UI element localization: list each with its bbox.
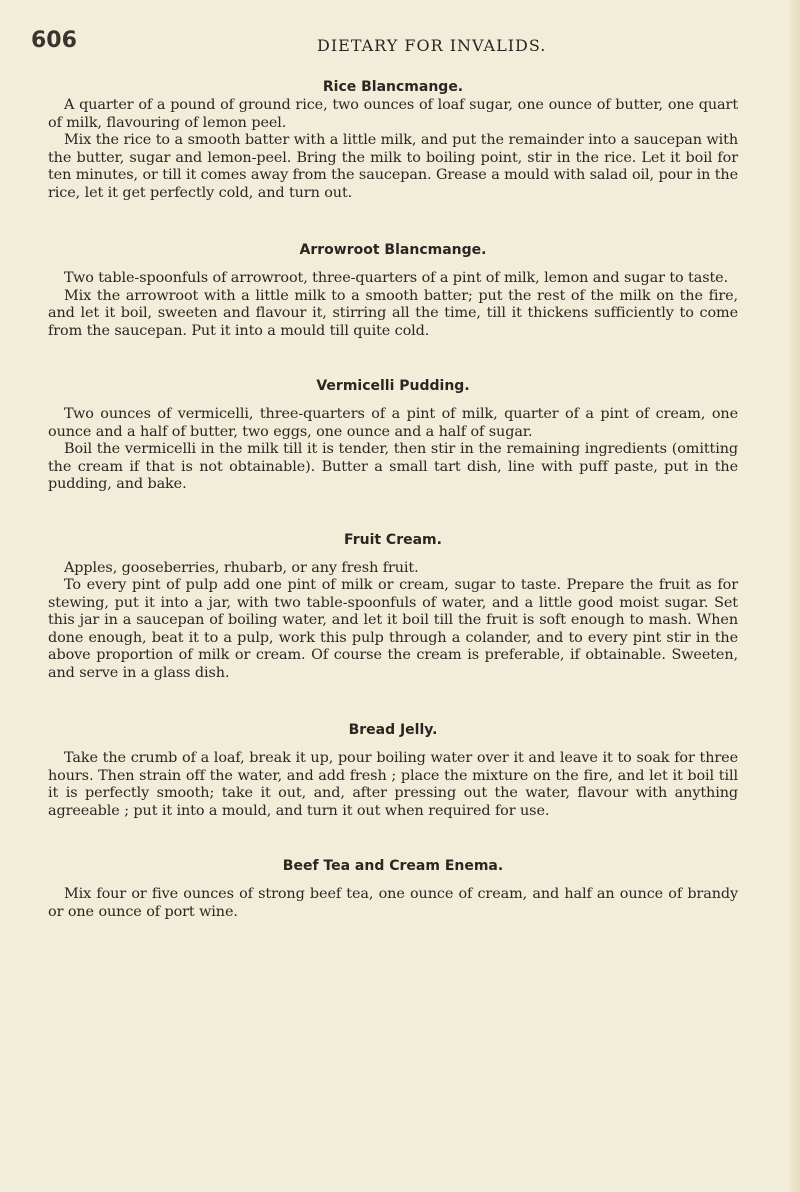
recipe-method: Mix four or five ounces of strong beef tea, one ounce of cream, and half an ounce of brandy or one ounce of port wine. [48, 886, 738, 920]
recipe-method: To every pint of pulp add one pint of milk or cream, sugar to taste. Prepare the fruit as for stewing, put it into a jar, with two table-spoonfuls of water, and a little good moist sugar. Set this jar in a saucepan of boiling water, and let it boil till the fruit is soft enough to mash. When done enough, beat it to a pulp, work this pulp through a colander, and to every pint stir in the above proportion of milk or cream. Of course the cream is preferable, if obtainable. Sweeten, and serve in a glass dish. [48, 577, 738, 681]
page-header [0, 28, 800, 58]
recipe-fruit-cream [48, 530, 738, 683]
recipe-arrowroot-blancmange [48, 240, 738, 340]
recipe-title: Bread Jelly. [348, 722, 438, 738]
recipe-ingredients: Apples, gooseberries, rhubarb, or any fresh fruit. [64, 559, 419, 576]
recipe-method: Mix the arrowroot with a little milk to a smooth batter; put the rest of the milk on the fire, and let it boil, sweeten and flavour it, stirring all the time, till it thickens sufficiently to come from the saucepan. Put it into a mould till quite cold. [48, 287, 738, 339]
recipe-method: Boil the vermicelli in the milk till it is tender, then stir in the remaining ingredients (omitting the cream if that is not obtainable). Butter a small tart dish, line with puff paste, put in the pudding, and bake. [48, 441, 738, 492]
recipe-method: Take the crumb of a loaf, break it up, pour boiling water over it and leave it to soak for three hours. Then strain off the water, and add fresh ; place the mixture on the fire, and let it boil till it is perfectly smooth; take it out, and, after pressing out the water, flavour with anything agreeable ; put it into a mould, and turn it out when required for use. [48, 750, 738, 819]
recipe-title: Fruit Cream. [344, 531, 442, 548]
recipe-bread-jelly [48, 720, 738, 820]
recipe-title: Vermicelli Pudding. [316, 378, 470, 394]
recipe-ingredients: Two ounces of vermicelli, three-quarters of a pint of milk, quarter of a pint of cream, one ounce and a half of butter, two eggs, one ounce and a half of sugar. [48, 406, 738, 440]
recipe-vermicelli-pudding [48, 376, 738, 494]
recipe-title: Rice Blancmange. [322, 79, 464, 95]
page-content [48, 77, 738, 921]
recipe-ingredients: Two table-spoonfuls of arrowroot, three-quarters of a pint of milk, lemon and sugar to taste. [64, 270, 729, 286]
recipe-method: Mix the rice to a smooth batter with a little milk, and put the remainder into a saucepan with the butter, sugar and lemon-peel. Bring the milk to boiling point, stir in the rice. Let it boil for ten minutes, or till it comes away from the saucepan. Grease a mould with salad oil, pour in the rice, let it get perfectly cold, and turn out. [48, 132, 738, 201]
recipe-title: Beef Tea and Cream Enema. [282, 858, 504, 874]
recipe-ingredients: A quarter of a pound of ground rice, two ounces of loaf sugar, one ounce of butter, one quart of milk, flavouring of lemon peel. [48, 97, 738, 131]
page-edge [790, 0, 800, 1192]
recipe-beef-tea-cream-enema [48, 856, 738, 921]
running-head: DIETARY FOR INVALIDS. [317, 36, 547, 55]
page-number: 606 [31, 28, 77, 53]
recipe-rice-blancmange [48, 77, 738, 202]
recipe-title: Arrowroot Blancmange. [299, 242, 487, 258]
